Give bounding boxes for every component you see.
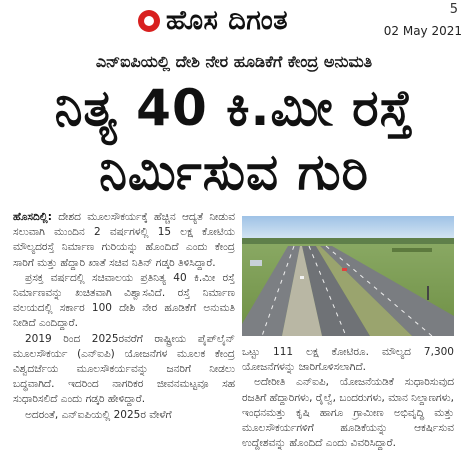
page-number: 5 xyxy=(449,2,458,17)
logo-emblem-icon xyxy=(138,10,160,32)
newspaper-title: ಹೊಸ ದಿಗಂತ xyxy=(166,5,289,36)
dateline: ಹೊಸದಿಲ್ಲಿ: xyxy=(13,211,52,223)
newspaper-logo xyxy=(138,6,288,36)
article-body-right-column xyxy=(242,345,454,451)
masthead xyxy=(0,0,468,44)
issue-date: 02 May 2021 xyxy=(383,24,462,38)
highway-illustration xyxy=(242,216,454,336)
highway-photo xyxy=(242,216,454,336)
paragraph-1 xyxy=(13,210,235,271)
paragraph-4: ಅದರಂತೆ, ಎನ್‌ಐಪಿಯಲ್ಲಿ 2025ರ ವೇಳೆಗೆ xyxy=(25,408,172,421)
headline-line-2: ನಿರ್ಮಿಸುವ ಗುರಿ xyxy=(99,143,369,201)
paragraph-6: ಅದೇರೀತಿ ಎನ್‌ಐಪಿ, ಯೋಜನೆಯಡಿಕೆ ಸುಧಾರಿಸುವುದ ರಜತಿಗೆ ಹೆದ್ದಾರಿಗಳು, ರೈಲ್ವೆ, ಬಂದರುಗಳು, ಮಾನ ನಿಲ್ದಾಣಗಳು, ಇಂಧನಮತ್ತು ಕೃಷಿ ಹಾಗೂ ಗ್ರಾಮೀಣ ಅಭಿವೃದ್ಧಿ ಮತ್ತು ಮೂಲಸೌಕರ್ಯಗಳಿಗೆ ಹೂಡಿಕೆಯನ್ನು ಆಕರ್ಷಿಸುವ ಉದ್ದೇಶವನ್ನು ಹೊಂದಿದೆ ಎಂದು ವಿವರಿಸಿದ್ದಾರೆ. xyxy=(242,376,454,450)
paragraph-2: ಪ್ರಸಕ್ತ ವರ್ಷದಲ್ಲಿ ಸಚಿವಾಲಯ ಪ್ರತಿನಿತ್ಯ 40 ಕಿ.ಮೀ ರಸ್ತೆ ನಿರ್ಮಾಣವನ್ನು ಖಚಿತವಾಗಿ ವಿಶ್ವಾಸವಿದೆ. ರಸ್ತೆ ನಿರ್ಮಾಣ ವಲಯದಲ್ಲಿ ಸರ್ಕಾರ 100 ದೇಶಿ ನೇರ ಹೂಡಿಕೆಗೆ ಅನುಮತಿ ನೀಡಿದೆ ಎಂದಿದ್ದಾರೆ. xyxy=(13,271,235,330)
paragraph-text: ದೇಶದ ಮೂಲಸೌಕರ್ಯಕ್ಕೆ ಹೆಚ್ಚಿನ ಆದ್ಯತೆ ನೀಡುವ ಸಲುವಾಗಿ ಮುಂದಿನ 2 ವರ್ಷಗಳಲ್ಲಿ 15 ಲಕ್ಷ ಕೋಟಿಯ ಮೌಲ್ಯದರಸ್ತೆ ನಿರ್ಮಾಣ ಗುರಿಯನ್ನು ಹೊಂದಿದೆ ಎಂದು ಕೇಂದ್ರ ಸಾರಿಗೆ ಮತ್ತು ಹೆದ್ದಾರಿ ಖಾತೆ ಸಚಿವ ನಿತಿನ್ ಗಡ್ಕರಿ ತಿಳಿಸಿದ್ದಾರೆ. xyxy=(13,211,235,269)
headline-line-1: ನಿತ್ಯ 40 ಕಿ.ಮೀ ರಸ್ತೆ xyxy=(54,79,414,137)
paragraph-5: ಒಟ್ಟು 111 ಲಕ್ಷ ಕೋಟಿರೂ. ಮೌಲ್ಯದ 7,300 ಯೋಜನೆಗಳನ್ನು ಜಾರಿಗೊಳಿಸಲಾಗಿದೆ. xyxy=(242,346,454,374)
article-kicker: ಎನ್‌ಐಪಿಯಲ್ಲಿ ದೇಶಿ ನೇರ ಹೂಡಿಕೆಗೆ ಕೇಂದ್ರ ಅನುಮತಿ xyxy=(95,52,373,71)
paragraph-3: 2019 ರಿಂದ 2025ರವರೆಗೆ ರಾಷ್ಟ್ರೀಯ ಪೈಪ್‌ಲೈನ್ ಮೂಲಸೌಕರ್ಯ (ಎನ್‌ಐಪಿ) ಯೋಜನೆಗಳ ಮೂಲಕ ಕೇಂದ್ರ ವಿಶ್ವದರ್ಜೆಯ ಮೂಲಸೌಕರ್ಯವನ್ನು ಜನರಿಗೆ ನೀಡಲು ಬದ್ಧವಾಗಿದೆ. ಇದರಿಂದ ನಾಗರಿಕರ ಜೀವನಮಟ್ಟವೂ ಸಹ ಸುಧಾರಿಸಲಿದೆ ಎಂದು ಗಡ್ಕರಿ ಹೇಳಿದ್ದಾರೆ. xyxy=(13,332,235,406)
article-body-left-column xyxy=(13,210,235,423)
